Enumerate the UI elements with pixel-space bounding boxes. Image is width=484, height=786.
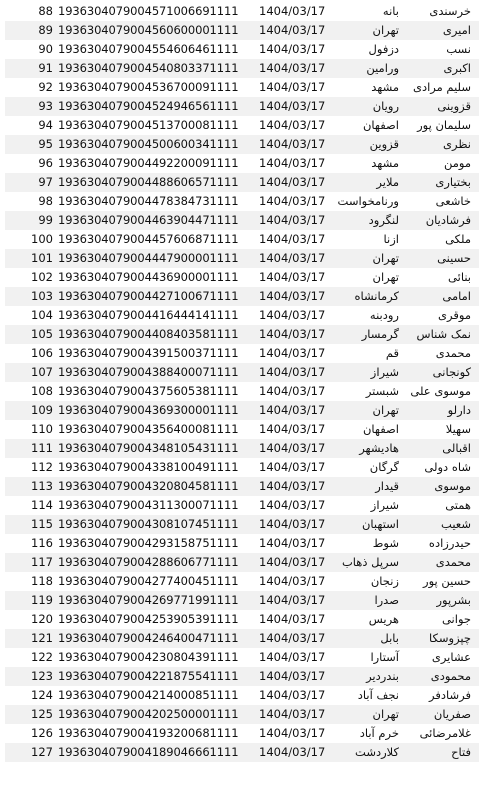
row-city: گرمسار — [361, 327, 399, 341]
row-number: 105 — [31, 327, 53, 341]
row-city: زنجان — [370, 574, 399, 588]
row-number: 95 — [38, 137, 53, 151]
row-number: 107 — [31, 365, 53, 379]
row-city: تهران — [372, 270, 399, 284]
row-name: حیدرزاده — [428, 536, 471, 550]
row-date: 1404/03/17 — [259, 498, 326, 512]
row-name: حسینی — [437, 251, 471, 265]
row-date: 1404/03/17 — [259, 156, 326, 170]
row-date: 1404/03/17 — [259, 23, 326, 37]
row-date: 1404/03/17 — [259, 289, 326, 303]
table-row — [5, 629, 479, 648]
row-date: 1404/03/17 — [259, 365, 326, 379]
row-number: 103 — [31, 289, 53, 303]
row-city: ورنامخواست — [337, 194, 399, 208]
row-name: نظری — [443, 137, 471, 151]
row-number: 112 — [31, 460, 53, 474]
row-date: 1404/03/17 — [259, 441, 326, 455]
row-code: 1936304079004246400471111 — [58, 631, 239, 645]
row-name: بختیاری — [435, 175, 471, 189]
row-code: 1936304079004308107451111 — [58, 517, 239, 531]
table-row — [5, 686, 479, 705]
row-date: 1404/03/17 — [259, 536, 326, 550]
row-name: صفریان — [433, 707, 471, 721]
row-code: 1936304079004193200681111 — [58, 726, 239, 740]
table-row — [5, 477, 479, 496]
row-date: 1404/03/17 — [259, 251, 326, 265]
row-number: 115 — [31, 517, 53, 531]
row-date: 1404/03/17 — [259, 327, 326, 341]
row-date: 1404/03/17 — [259, 232, 326, 246]
row-city: اصفهان — [362, 118, 399, 132]
table-row — [5, 363, 479, 382]
row-date: 1404/03/17 — [259, 137, 326, 151]
row-city: بابل — [380, 631, 399, 645]
row-city: قیدار — [375, 479, 399, 493]
table-row — [5, 287, 479, 306]
row-code: 1936304079004269771991111 — [58, 593, 239, 607]
row-date: 1404/03/17 — [259, 612, 326, 626]
row-number: 101 — [31, 251, 53, 265]
table-row — [5, 40, 479, 59]
row-number: 124 — [31, 688, 53, 702]
row-name: قزوینی — [437, 99, 471, 113]
row-name: سهیلا — [445, 422, 471, 436]
row-number: 96 — [38, 156, 53, 170]
row-name: عشایری — [431, 650, 471, 664]
row-code: 1936304079004338100491111 — [58, 460, 239, 474]
row-number: 91 — [38, 61, 53, 75]
row-name: محمودی — [430, 669, 471, 683]
row-city: گرگان — [369, 460, 399, 474]
row-date: 1404/03/17 — [259, 194, 326, 208]
table-row — [5, 382, 479, 401]
row-name: امامی — [442, 289, 471, 303]
table-row — [5, 230, 479, 249]
row-number: 110 — [31, 422, 53, 436]
row-number: 117 — [31, 555, 53, 569]
table-row — [5, 534, 479, 553]
row-name: موسوی علی — [410, 384, 471, 398]
row-number: 93 — [38, 99, 53, 113]
row-name: کونجانی — [432, 365, 471, 379]
table-row — [5, 59, 479, 78]
row-number: 106 — [31, 346, 53, 360]
row-name: شاه دولی — [424, 460, 471, 474]
row-code: 1936304079004447900001111 — [58, 251, 239, 265]
row-city: مشهد — [371, 156, 399, 170]
row-code: 1936304079004348105431111 — [58, 441, 239, 455]
row-city: ملایر — [376, 175, 399, 189]
row-city: بانه — [382, 4, 399, 18]
row-city: شیراز — [370, 498, 399, 512]
row-date: 1404/03/17 — [259, 403, 326, 417]
row-number: 109 — [31, 403, 53, 417]
row-city: آستارا — [370, 650, 399, 664]
row-date: 1404/03/17 — [259, 650, 326, 664]
row-city: اصفهان — [362, 422, 399, 436]
row-number: 125 — [31, 707, 53, 721]
row-number: 121 — [31, 631, 53, 645]
row-city: بندردیر — [366, 669, 399, 683]
row-code: 1936304079004427100671111 — [58, 289, 239, 303]
row-code: 1936304079004571006691111 — [58, 4, 239, 18]
table-row — [5, 458, 479, 477]
row-city: قزوین — [369, 137, 399, 151]
row-code: 1936304079004436900001111 — [58, 270, 239, 284]
row-name: نمک شناس — [416, 327, 471, 341]
table-row — [5, 344, 479, 363]
row-code: 1936304079004513700081111 — [58, 118, 239, 132]
row-date: 1404/03/17 — [259, 384, 326, 398]
row-code: 1936304079004388400071111 — [58, 365, 239, 379]
row-code: 1936304079004463904471111 — [58, 213, 239, 227]
row-number: 94 — [38, 118, 53, 132]
table-row — [5, 572, 479, 591]
row-name: سلیم مرادی — [412, 80, 471, 94]
table-row — [5, 116, 479, 135]
row-date: 1404/03/17 — [259, 308, 326, 322]
row-code: 1936304079004320804581111 — [58, 479, 239, 493]
row-city: رویان — [372, 99, 399, 113]
row-name: غلامرضائی — [419, 726, 471, 740]
row-code: 1936304079004524946561111 — [58, 99, 239, 113]
table-row — [5, 2, 479, 21]
row-city: شوط — [372, 536, 399, 550]
table-row — [5, 496, 479, 515]
row-name: خرسندی — [429, 4, 471, 18]
table-row — [5, 154, 479, 173]
row-city: ازنا — [383, 232, 399, 246]
row-name: سلیمان پور — [417, 118, 471, 132]
row-name: بشرپور — [436, 593, 471, 607]
row-code: 1936304079004356400081111 — [58, 422, 239, 436]
row-date: 1404/03/17 — [259, 213, 326, 227]
row-code: 1936304079004492200091111 — [58, 156, 239, 170]
row-city: مشهد — [371, 80, 399, 94]
row-city: رودبنه — [369, 308, 399, 322]
row-name: فرشادفر — [429, 688, 471, 702]
row-date: 1404/03/17 — [259, 346, 326, 360]
row-name: فرشادیان — [425, 213, 471, 227]
row-city: هریس — [368, 612, 399, 626]
row-date: 1404/03/17 — [259, 80, 326, 94]
row-name: امیری — [442, 23, 471, 37]
row-number: 122 — [31, 650, 53, 664]
table-row — [5, 743, 479, 762]
row-date: 1404/03/17 — [259, 593, 326, 607]
row-city: شیراز — [370, 365, 399, 379]
row-number: 90 — [38, 42, 53, 56]
row-name: اقبالی — [442, 441, 471, 455]
row-name: ملکی — [445, 232, 471, 246]
row-code: 1936304079004560600001111 — [58, 23, 239, 37]
row-name: محمدی — [435, 346, 471, 360]
table-row — [5, 21, 479, 40]
row-number: 114 — [31, 498, 53, 512]
row-name: موسوی — [434, 479, 471, 493]
table-row — [5, 211, 479, 230]
row-name: دارلو — [447, 403, 471, 417]
row-city: نجف آباد — [357, 688, 399, 702]
row-code: 1936304079004540803371111 — [58, 61, 239, 75]
row-city: سرپل ذهاب — [341, 555, 399, 569]
row-city: شبستر — [365, 384, 399, 398]
row-number: 119 — [31, 593, 53, 607]
row-number: 97 — [38, 175, 53, 189]
row-city: تهران — [372, 707, 399, 721]
row-date: 1404/03/17 — [259, 745, 326, 759]
row-city: دزفول — [368, 42, 399, 56]
row-date: 1404/03/17 — [259, 175, 326, 189]
row-city: کلاردشت — [355, 745, 399, 759]
table-row — [5, 325, 479, 344]
table-row — [5, 192, 479, 211]
table-row — [5, 306, 479, 325]
row-date: 1404/03/17 — [259, 517, 326, 531]
row-city: خرم آباد — [359, 726, 399, 740]
row-name: شعیب — [441, 517, 471, 531]
row-date: 1404/03/17 — [259, 688, 326, 702]
row-code: 1936304079004375605381111 — [58, 384, 239, 398]
row-number: 111 — [31, 441, 53, 455]
row-number: 116 — [31, 536, 53, 550]
row-number: 126 — [31, 726, 53, 740]
table-row — [5, 78, 479, 97]
row-date: 1404/03/17 — [259, 99, 326, 113]
row-name: فتاح — [451, 745, 471, 759]
row-city: استهبان — [361, 517, 399, 531]
row-code: 1936304079004214000851111 — [58, 688, 239, 702]
table-row — [5, 97, 479, 116]
row-code: 1936304079004202500001111 — [58, 707, 239, 721]
row-code: 1936304079004277400451111 — [58, 574, 239, 588]
row-city: ورامین — [366, 61, 399, 75]
row-name: بنائی — [448, 270, 471, 284]
row-date: 1404/03/17 — [259, 422, 326, 436]
row-name: مومن — [443, 156, 471, 170]
table-row — [5, 515, 479, 534]
row-city: قم — [385, 346, 399, 360]
row-name: اکبری — [443, 61, 471, 75]
row-city: تهران — [372, 251, 399, 265]
table-row — [5, 591, 479, 610]
row-code: 1936304079004554606461111 — [58, 42, 239, 56]
table-row — [5, 724, 479, 743]
row-date: 1404/03/17 — [259, 707, 326, 721]
row-city: تهران — [372, 403, 399, 417]
table-row — [5, 268, 479, 287]
row-date: 1404/03/17 — [259, 4, 326, 18]
row-number: 89 — [38, 23, 53, 37]
row-number: 123 — [31, 669, 53, 683]
row-code: 1936304079004478384731111 — [58, 194, 239, 208]
table-row — [5, 705, 479, 724]
table-row — [5, 173, 479, 192]
row-code: 1936304079004253905391111 — [58, 612, 239, 626]
row-date: 1404/03/17 — [259, 270, 326, 284]
row-number: 118 — [31, 574, 53, 588]
row-name: محمدی — [435, 555, 471, 569]
row-date: 1404/03/17 — [259, 726, 326, 740]
row-code: 1936304079004230804391111 — [58, 650, 239, 664]
row-city: هادیشهر — [359, 441, 399, 455]
table-row — [5, 667, 479, 686]
row-number: 98 — [38, 194, 53, 208]
row-date: 1404/03/17 — [259, 574, 326, 588]
records-table — [5, 2, 479, 762]
row-number: 100 — [31, 232, 53, 246]
row-code: 1936304079004488606571111 — [58, 175, 239, 189]
row-code: 1936304079004500600341111 — [58, 137, 239, 151]
row-code: 1936304079004391500371111 — [58, 346, 239, 360]
row-code: 1936304079004536700091111 — [58, 80, 239, 94]
table-row — [5, 401, 479, 420]
row-code: 1936304079004221875541111 — [58, 669, 239, 683]
row-name: حسین پور — [423, 574, 471, 588]
row-code: 1936304079004293158751111 — [58, 536, 239, 550]
row-number: 92 — [38, 80, 53, 94]
row-city: تهران — [372, 23, 399, 37]
row-date: 1404/03/17 — [259, 631, 326, 645]
row-code: 1936304079004369300001111 — [58, 403, 239, 417]
row-code: 1936304079004457606871111 — [58, 232, 239, 246]
row-name: نسب — [446, 42, 471, 56]
table-row — [5, 553, 479, 572]
row-number: 127 — [31, 745, 53, 759]
row-number: 102 — [31, 270, 53, 284]
row-date: 1404/03/17 — [259, 669, 326, 683]
row-date: 1404/03/17 — [259, 479, 326, 493]
row-name: خاشعی — [435, 194, 471, 208]
row-code: 1936304079004288606771111 — [58, 555, 239, 569]
row-code: 1936304079004416444141111 — [58, 308, 239, 322]
row-date: 1404/03/17 — [259, 61, 326, 75]
table-row — [5, 439, 479, 458]
table-row — [5, 648, 479, 667]
table-row — [5, 610, 479, 629]
row-number: 88 — [38, 4, 53, 18]
row-city: لنگرود — [368, 213, 399, 227]
row-name: چپزوسکا — [429, 631, 471, 645]
row-name: همتی — [445, 498, 471, 512]
table-row — [5, 135, 479, 154]
row-code: 1936304079004189046661111 — [58, 745, 239, 759]
row-code: 1936304079004311300071111 — [58, 498, 239, 512]
row-date: 1404/03/17 — [259, 42, 326, 56]
row-code: 1936304079004408403581111 — [58, 327, 239, 341]
row-date: 1404/03/17 — [259, 460, 326, 474]
table-row — [5, 249, 479, 268]
table-row — [5, 420, 479, 439]
row-date: 1404/03/17 — [259, 118, 326, 132]
row-name: موقری — [438, 308, 471, 322]
row-number: 108 — [31, 384, 53, 398]
row-name: جوانی — [441, 612, 471, 626]
row-date: 1404/03/17 — [259, 555, 326, 569]
row-number: 113 — [31, 479, 53, 493]
row-city: کرمانشاه — [354, 289, 399, 303]
row-number: 99 — [38, 213, 53, 227]
row-city: صدرا — [374, 593, 399, 607]
row-number: 104 — [31, 308, 53, 322]
row-number: 120 — [31, 612, 53, 626]
